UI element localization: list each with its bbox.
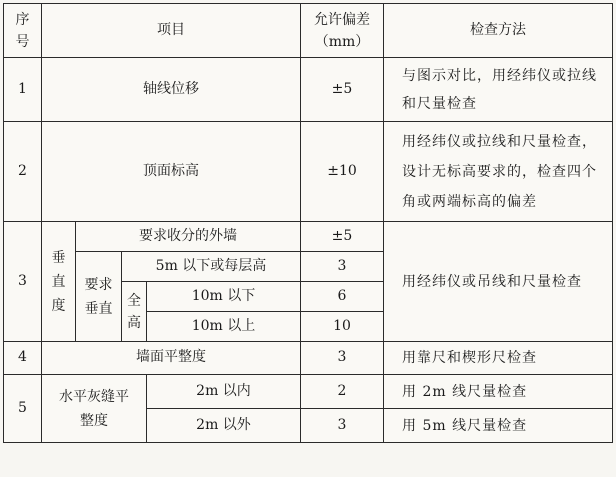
header-tolerance bbox=[301, 4, 384, 58]
horizontal-joint-line1: 水平灰缝平 bbox=[59, 388, 129, 405]
row-method: 用 5m 线尺量检查 bbox=[384, 409, 613, 443]
verticality-char-2: 直 bbox=[51, 273, 66, 290]
horizontal-joint-group-label bbox=[42, 375, 147, 443]
row-tolerance: ±5 bbox=[301, 58, 384, 122]
header-method: 检查方法 bbox=[384, 4, 613, 58]
tolerance-table bbox=[3, 3, 613, 443]
row-tolerance: ±10 bbox=[301, 122, 384, 222]
row-number: 2 bbox=[4, 122, 42, 222]
verticality-char-3: 度 bbox=[51, 297, 66, 314]
verticality-group-label bbox=[42, 222, 76, 342]
row-tolerance: 3 bbox=[301, 342, 384, 375]
header-item: 项目 bbox=[42, 4, 301, 58]
row-tolerance: 3 bbox=[301, 252, 384, 282]
row-number: 3 bbox=[4, 222, 42, 342]
table-row bbox=[4, 375, 613, 409]
header-no bbox=[4, 4, 42, 58]
row-number: 4 bbox=[4, 342, 42, 375]
row-method: 用经纬仪或吊线和尺量检查 bbox=[384, 222, 613, 342]
full-height-char-2: 高 bbox=[127, 314, 141, 331]
row-item: 5m 以下或每层高 bbox=[122, 252, 301, 282]
row-item: 顶面标高 bbox=[42, 122, 301, 222]
row-method: 用经纬仪或拉线和尺量检查，设计无标高要求的，检查四个角或两端标高的偏差 bbox=[384, 122, 613, 222]
row-tolerance: 2 bbox=[301, 375, 384, 409]
row-tolerance: ±5 bbox=[301, 222, 384, 252]
row-item: 2m 以内 bbox=[147, 375, 301, 409]
row-item: 2m 以外 bbox=[147, 409, 301, 443]
full-height-label bbox=[122, 282, 147, 342]
row-item: 10m 以下 bbox=[147, 282, 301, 312]
table-row bbox=[4, 222, 613, 252]
header-tolerance-line1: 允许偏差 bbox=[314, 11, 370, 28]
required-vertical-line1: 要求 bbox=[84, 276, 113, 293]
horizontal-joint-line2: 整度 bbox=[80, 412, 108, 429]
header-row bbox=[4, 4, 613, 58]
row-item: 轴线位移 bbox=[42, 58, 301, 122]
row-tolerance: 10 bbox=[301, 312, 384, 342]
table-row bbox=[4, 122, 613, 222]
spec-table-container bbox=[3, 3, 613, 443]
row-method: 用 2m 线尺量检查 bbox=[384, 375, 613, 409]
row-number: 5 bbox=[4, 375, 42, 443]
row-method: 与图示对比，用经纬仪或拉线和尺量检查 bbox=[384, 58, 613, 122]
header-no-line2: 号 bbox=[15, 33, 30, 50]
row-method: 用靠尺和楔形尺检查 bbox=[384, 342, 613, 375]
table-row bbox=[4, 58, 613, 122]
row-item: 墙面平整度 bbox=[42, 342, 301, 375]
required-vertical-line2: 垂直 bbox=[84, 300, 113, 317]
required-vertical-label bbox=[76, 252, 122, 342]
header-tolerance-line2: （mm） bbox=[314, 33, 370, 50]
row-tolerance: 6 bbox=[301, 282, 384, 312]
header-no-line1: 序 bbox=[15, 11, 30, 28]
verticality-char-1: 垂 bbox=[51, 249, 66, 266]
row-number: 1 bbox=[4, 58, 42, 122]
full-height-char-1: 全 bbox=[127, 292, 141, 309]
row-item: 10m 以上 bbox=[147, 312, 301, 342]
table-row bbox=[4, 342, 613, 375]
row-tolerance: 3 bbox=[301, 409, 384, 443]
row-item: 要求收分的外墙 bbox=[76, 222, 301, 252]
